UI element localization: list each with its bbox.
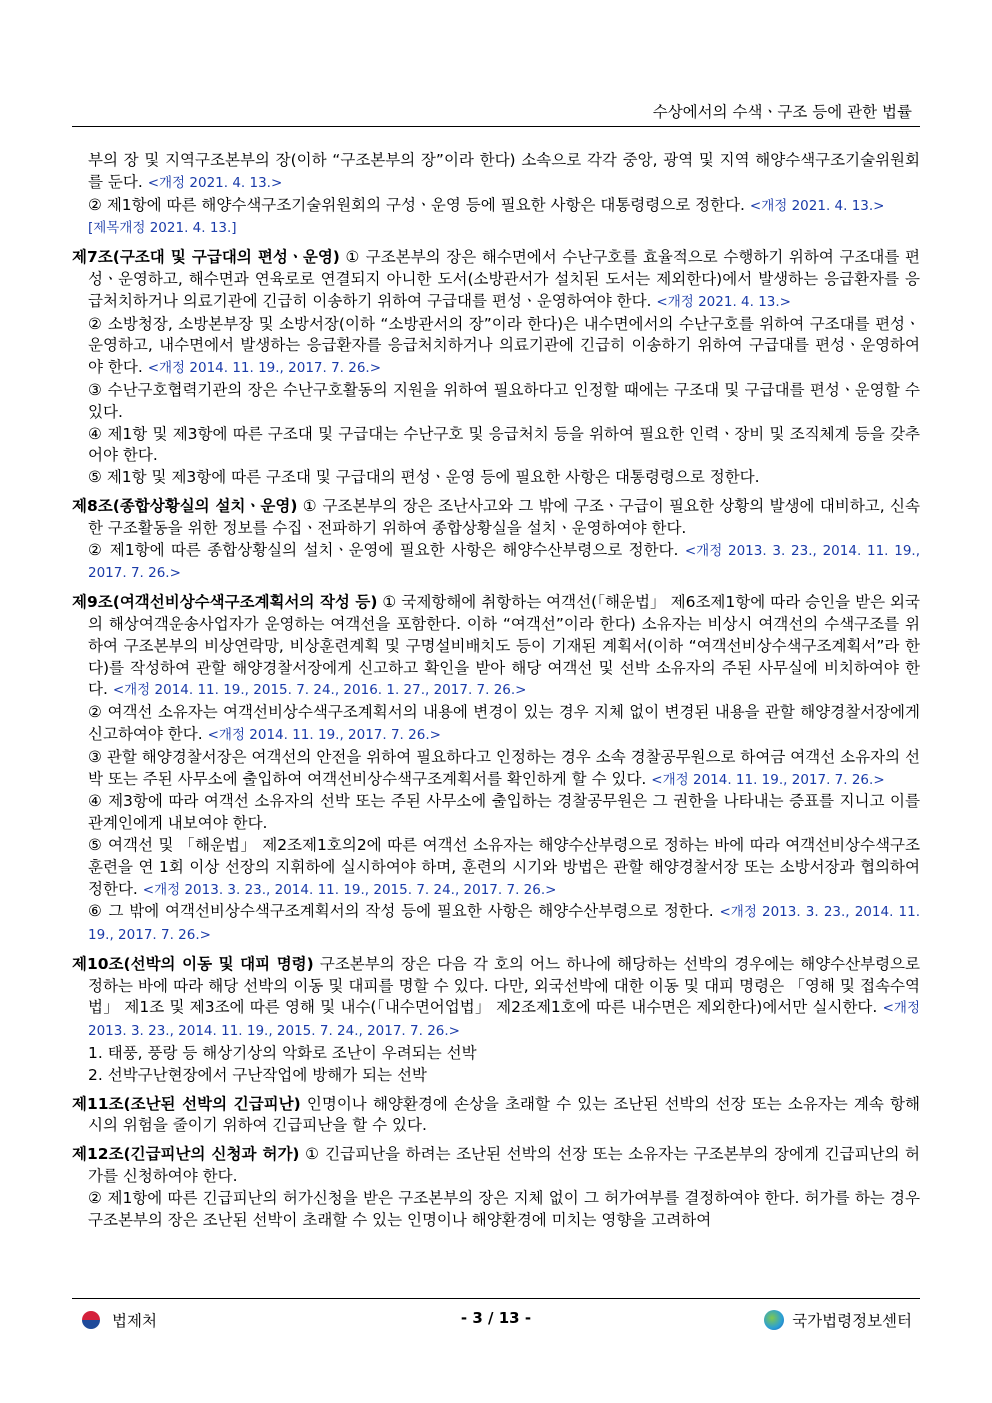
paragraph-text: ② 여객선 소유자는 여객선비상수색구조계획서의 내용에 변경이 있는 경우 지체 없이 변경된 내용을 관할 해양경찰서장에게 신고하여야 한다.: [88, 703, 920, 743]
paragraph-text: ① 긴급피난을 하려는 조난된 선박의 선장 또는 소유자는 구조본부의 장에게 긴급피난의 허가를 신청하여야 한다.: [88, 1145, 920, 1186]
paragraph: [72, 702, 920, 747]
paragraph: [72, 496, 920, 540]
paragraph: [72, 835, 920, 901]
paragraph-text: ⑤ 여객선 및 「해운법」 제2조제1호의2에 따른 여객선 소유자는 해양수산부령으로 정하는 바에 따라 여객선비상수색구조 훈련을 연 1회 이상 선장의 지휘하에 실시하여야 하며, 훈련의 시기와 방법은 관할 해양경찰서장 또는 소방서장과 협의하여 정한다.: [88, 835, 920, 898]
paragraph: [72, 1188, 920, 1232]
paragraph: [72, 540, 920, 586]
article-heading: 제10조(선박의 이동 및 대피 명령): [72, 954, 314, 973]
paragraph: [72, 1065, 920, 1087]
paragraph: [72, 791, 920, 835]
amendment-note: <개정 2013. 3. 23., 2014. 11. 19., 2017. 7. 26.>: [88, 542, 920, 582]
amendment-note: <개정 2021. 4. 13.>: [749, 197, 885, 214]
paragraph: [72, 954, 920, 1043]
paragraph: [72, 592, 920, 702]
amendment-note: [제목개정 2021. 4. 13.]: [88, 220, 237, 237]
amendment-note: <개정 2013. 3. 23., 2014. 11. 19., 2015. 7. 24., 2017. 7. 26.>: [88, 1000, 920, 1040]
paragraph-text: 구조본부의 장은 다음 각 호의 어느 하나에 해당하는 선박의 경우에는 해양수산부령으로 정하는 바에 따라 해당 선박의 이동 및 대피를 명할 수 있다. 다만, 외국선박에 대한 이동 및 대피 명령은 「영해 및 접속수역법」 제1조 및 제3조에 따른 영해 및 내수(「내수면어업법」 제2조제1호에 따른 내수면은 제외한다)에서만 실시한다.: [88, 954, 921, 1017]
paragraph-text: ① 구조본부의 장은 해수면에서 수난구호를 효율적으로 수행하기 위하여 구조대를 편성ㆍ운영하고, 해수면과 연육로로 연결되지 아니한 도서(소방관서가 설치된 도서는 제외한다)에서 발생하는 응급환자를 응급처치하거나 의료기관에 긴급히 이송하기 위하여 구급대를 편성ㆍ운영하여야 한다.: [88, 248, 920, 310]
article-block: [72, 954, 920, 1087]
paragraph: [72, 1043, 920, 1065]
law-center-logo-icon: [764, 1310, 784, 1330]
paragraph-text: 1. 태풍, 풍랑 등 해상기상의 악화로 조난이 우려되는 선박: [88, 1044, 477, 1063]
amendment-note: <개정 2013. 3. 23., 2014. 11. 19., 2015. 7. 24., 2017. 7. 26.>: [142, 881, 557, 898]
document-body: [72, 150, 920, 1231]
paragraph: [72, 150, 920, 195]
footer-right-org: [764, 1309, 912, 1331]
paragraph-text: ③ 수난구호협력기관의 장은 수난구호활동의 지원을 위하여 필요하다고 인정할 때에는 구조대 및 구급대를 편성ㆍ운영할 수 있다.: [88, 380, 920, 421]
paragraph-text: ④ 제3항에 따라 여객선 소유자의 선박 또는 주된 사무소에 출입하는 경찰공무원은 그 권한을 나타내는 증표를 지니고 이를 관계인에게 내보여야 한다.: [88, 792, 920, 833]
article-block: [72, 592, 920, 947]
paragraph-text: 2. 선박구난현장에서 구난작업에 방해가 되는 선박: [88, 1065, 427, 1084]
article-block: [72, 247, 920, 489]
paragraph-text: ② 제1항에 따른 해양수색구조기술위원회의 구성ㆍ운영 등에 필요한 사항은 대통령령으로 정한다.: [88, 195, 750, 214]
paragraph: [72, 314, 920, 380]
amendment-note: <개정 2014. 11. 19., 2017. 7. 26.>: [651, 771, 885, 788]
paragraph-text: ② 소방청장, 소방본부장 및 소방서장(이하 “소방관서의 장”이라 한다)은 내수면에서의 수난구호를 위하여 구조대를 편성ㆍ운영하고, 내수면에서 발생하는 응급환자를 응급처치하거나 의료기관에 긴급히 이송하기 위하여 구급대를 편성ㆍ운영하여야 한다.: [88, 314, 920, 377]
paragraph-text: 부의 장 및 지역구조본부의 장(이하 “구조본부의 장”이라 한다) 소속으로 각각 중앙, 광역 및 지역 해양수색구조기술위원회를 둔다.: [88, 151, 920, 191]
article-block: [72, 150, 920, 240]
article-heading: 제12조(긴급피난의 신청과 허가): [72, 1145, 300, 1164]
amendment-note: <개정 2021. 4. 13.>: [147, 174, 283, 191]
paragraph-text: ② 제1항에 따른 종합상황실의 설치ㆍ운영에 필요한 사항은 해양수산부령으로 정한다.: [88, 540, 685, 559]
article-block: [72, 1094, 920, 1138]
paragraph: [72, 424, 920, 468]
amendment-note: <개정 2014. 11. 19., 2017. 7. 26.>: [147, 360, 382, 377]
paragraph-text: 인명이나 해양환경에 손상을 초래할 수 있는 조난된 선박의 선장 또는 소유자는 계속 항해 시의 위험을 줄이기 위하여 긴급피난을 할 수 있다.: [88, 1094, 920, 1135]
paragraph: [72, 747, 920, 792]
paragraph: [72, 467, 920, 489]
paragraph-text: ① 국제항해에 취항하는 여객선(「해운법」 제6조제1항에 따라 승인을 받은 외국의 해상여객운송사업자가 운영하는 여객선을 포함한다. 이하 “여객선”이라 한다) 소유자는 비상시 여객선의 수색구조를 위하여 구조본부의 비상연락망, 비상훈련계획 및 구명설비배치도 등이 기재된 계획서(이하 “여객선비상수색구조계획서”라 한다)를 작성하여 관할 해양경찰서장에게 신고하고 확인을 받아 해당 여객선 및 선박 소유자의 주된 사무실에 비치하여야 한다.: [88, 593, 920, 699]
paragraph-text: ⑥ 그 밖에 여객선비상수색구조계획서의 작성 등에 필요한 사항은 해양수산부령으로 정한다.: [88, 902, 720, 921]
page-header: [72, 96, 920, 127]
paragraph: [72, 380, 920, 424]
paragraph-text: ⑤ 제1항 및 제3항에 따른 구조대 및 구급대의 편성ㆍ운영 등에 필요한 사항은 대통령령으로 정한다.: [88, 468, 760, 487]
article-block: [72, 1144, 920, 1231]
paragraph-text: ① 구조본부의 장은 조난사고와 그 밖에 구조ㆍ구급이 필요한 상황의 발생에 대비하고, 신속한 구조활동을 위한 정보를 수집ㆍ전파하기 위하여 종합상황실을 설치ㆍ운영하여야 한다.: [88, 496, 921, 537]
paragraph: [72, 1144, 920, 1188]
article-heading: 제8조(종합상황실의 설치ㆍ운영): [72, 496, 298, 515]
paragraph: [72, 901, 920, 947]
page-footer: [72, 1298, 920, 1339]
paragraph: [72, 1094, 920, 1138]
paragraph: [72, 195, 920, 218]
amendment-note: <개정 2013. 3. 23., 2014. 11. 19., 2017. 7. 26.>: [88, 904, 920, 944]
footer-right-org-label: 국가법령정보센터: [792, 1312, 912, 1330]
article-block: [72, 496, 920, 585]
paragraph: [72, 217, 920, 240]
paragraph-text: ② 제1항에 따른 긴급피난의 허가신청을 받은 구조본부의 장은 지체 없이 그 허가여부를 결정하여야 한다. 허가를 하는 경우 구조본부의 장은 조난된 선박이 초래할 수 있는 인명이나 해양환경에 미치는 영향을 고려하여: [88, 1188, 920, 1229]
amendment-note: <개정 2014. 11. 19., 2017. 7. 26.>: [207, 726, 441, 743]
amendment-note: <개정 2014. 11. 19., 2015. 7. 24., 2016. 1. 27., 2017. 7. 26.>: [112, 682, 527, 699]
page-number: - 3 / 13 -: [460, 1309, 532, 1327]
article-heading: 제9조(여객선비상수색구조계획서의 작성 등): [72, 593, 378, 612]
article-heading: 제7조(구조대 및 구급대의 편성ㆍ운영): [72, 248, 340, 267]
footer-left-org-label: 법제처: [112, 1312, 157, 1330]
amendment-note: <개정 2021. 4. 13.>: [656, 293, 791, 310]
paragraph: [72, 247, 920, 313]
paragraph-text: ③ 관할 해양경찰서장은 여객선의 안전을 위하여 필요하다고 인정하는 경우 소속 경찰공무원으로 하여금 여객선 소유자의 선박 또는 주된 사무소에 출입하여 여객선비상수색구조계획서를 확인하게 할 수 있다.: [88, 747, 920, 788]
paragraph-text: ④ 제1항 및 제3항에 따른 구조대 및 구급대는 수난구호 및 응급처치 등을 위하여 필요한 인력ㆍ장비 및 조직체계 등을 갖추어야 한다.: [88, 424, 920, 465]
article-heading: 제11조(조난된 선박의 긴급피난): [72, 1094, 301, 1113]
law-title: 수상에서의 수색ㆍ구조 등에 관한 법률: [652, 103, 912, 121]
